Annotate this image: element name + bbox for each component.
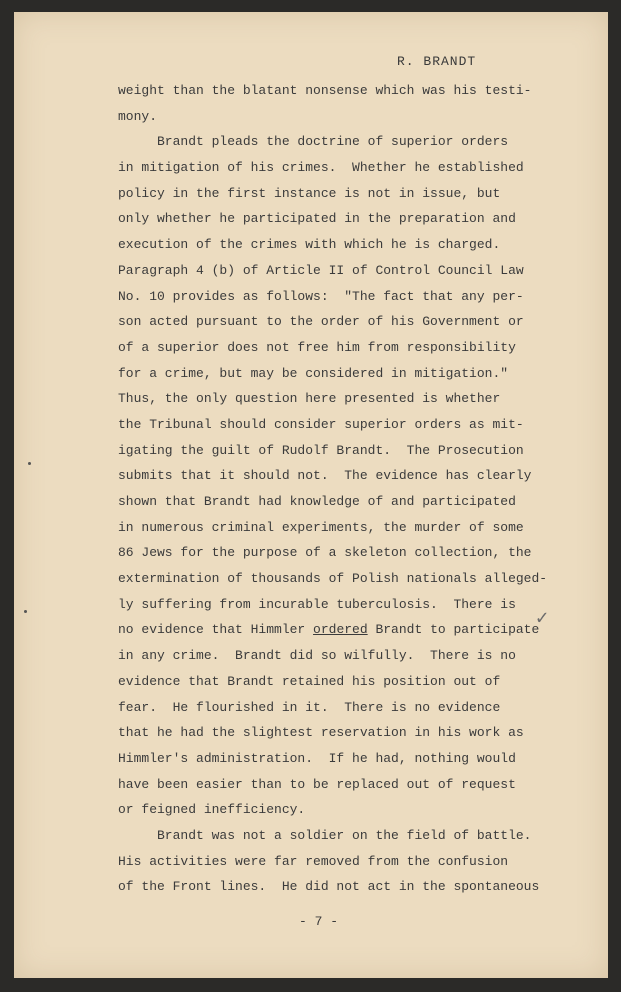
text-line: submits that it should not. The evidence has clearly: [118, 468, 532, 484]
text-line: the Tribunal should consider superior orders as mit-: [118, 416, 524, 432]
page-header: R. BRANDT: [397, 54, 477, 69]
text-line: mony.: [118, 108, 158, 124]
punch-mark: [24, 610, 27, 613]
text-line: no evidence that Himmler ordered Brandt to participate: [118, 622, 540, 638]
text-line: of a superior does not free him from responsibility: [118, 339, 516, 355]
text-line: 86 Jews for the purpose of a skeleton collection, the: [118, 545, 532, 561]
page-number: - 7 -: [299, 914, 339, 929]
text-line: for a crime, but may be considered in mitigation.": [118, 365, 509, 381]
text-line: shown that Brandt had knowledge of and participated: [118, 494, 516, 509]
text-line: son acted pursuant to the order of his Government or: [118, 314, 524, 330]
text-line: ly suffering from incurable tuberculosis. There is: [118, 596, 516, 612]
text-line: have been easier than to be replaced out of request: [118, 776, 516, 792]
text-line: that he had the slightest reservation in his work as: [118, 725, 524, 741]
text-line: extermination of thousands of Polish nationals alleged-: [118, 571, 548, 587]
text-line: fear. He flourished in it. There is no evidence: [118, 699, 501, 715]
text-line: Himmler's administration. If he had, nothing would: [118, 750, 516, 766]
text-line: Thus, the only question here presented is whether: [118, 391, 501, 407]
handwritten-checkmark-icon: ✓: [536, 608, 549, 631]
text-line: in mitigation of his crimes. Whether he established: [118, 160, 524, 176]
body-text: [118, 78, 548, 900]
text-line: execution of the crimes with which he is charged.: [118, 237, 501, 253]
text-line: or feigned inefficiency.: [118, 802, 306, 818]
punch-mark: [28, 462, 31, 465]
text-line: His activities were far removed from the confusion: [118, 853, 509, 869]
text-line: in any crime. Brandt did so wilfully. There is no: [118, 648, 516, 664]
text-line: Paragraph 4 (b) of Article II of Control Council Law: [118, 262, 524, 278]
text-line: evidence that Brandt retained his position out of: [118, 673, 501, 689]
document-page: [14, 12, 608, 978]
text-line: weight than the blatant nonsense which was his testi-: [118, 83, 532, 98]
text-line: policy in the first instance is not in issue, but: [118, 185, 501, 201]
text-line: in numerous criminal experiments, the murder of some: [118, 519, 524, 535]
text-line: only whether he participated in the preparation and: [118, 211, 516, 227]
text-line: Brandt was not a soldier on the field of battle.: [118, 827, 532, 843]
text-line: Brandt pleads the doctrine of superior orders: [118, 134, 509, 150]
underlined-word: ordered: [313, 622, 368, 638]
text-line: No. 10 provides as follows: "The fact that any per-: [118, 288, 524, 304]
text-line: igating the guilt of Rudolf Brandt. The Prosecution: [118, 442, 524, 458]
text-line: of the Front lines. He did not act in the spontaneous: [118, 879, 540, 895]
